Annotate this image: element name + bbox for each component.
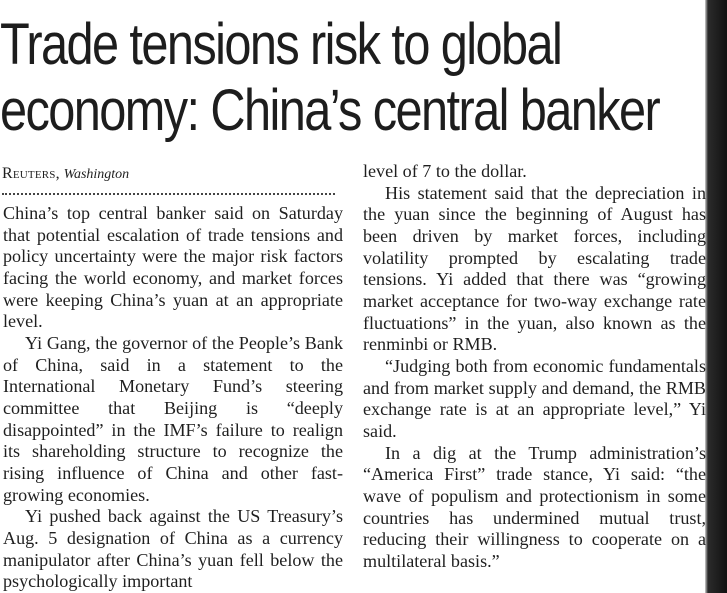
paragraph-5: “Judging both from economic fundamentals and from market supply and demand, the RMB exchange rate is at an appropriate level,” Yi said. — [363, 355, 706, 441]
paragraph-2: Yi Gang, the governor of the People’s Bank of China, said in a statement to the International Monetary Fund’s steering committee that Beijing is “deeply disappointed” in the IMF’s failure to realign its shareholding structure to recognize the rising influence of China and other fast-growing economies. — [3, 332, 343, 505]
byline-agency: Reuters, — [2, 165, 60, 182]
paragraph-3-continued: level of 7 to the dollar. — [363, 161, 527, 181]
article-column-left — [3, 203, 343, 593]
paragraph-1: China’s top central banker said on Saturday that potential escalation of trade tensions and policy uncertainty were the major risk factors facing the world economy, and market forces were keeping China’s yuan at an appropriate level. — [3, 203, 343, 332]
paragraph-4: His statement said that the depreciation in the yuan since the beginning of August has been driven by market forces, including volatility prompted by escalating trade tensions. Yi added that there was “growing market acceptance for two-way exchange rate fluctuations” in the yuan, also known as the renminbi or RMB. — [363, 182, 706, 355]
article-column-right — [363, 161, 706, 572]
paragraph-6: In a dig at the Trump administration’s “America First” trade stance, Yi said: “the wave of populism and protectionism in some countries has undermined mutual trust, reducing their willingness to cooperate on a multilateral basis.” — [363, 442, 706, 571]
headline-line-2: economy: China’s central banker — [0, 78, 660, 143]
scan-edge-shadow — [705, 0, 727, 593]
headline — [0, 12, 660, 144]
dotted-divider — [2, 193, 335, 195]
byline — [2, 165, 129, 184]
paragraph-3: Yi pushed back against the US Treasury’s Aug. 5 designation of China as a currency manipulator after China’s yuan fell below the psychologically important — [3, 506, 343, 592]
headline-line-1: Trade tensions risk to global — [0, 12, 562, 77]
byline-location: Washington — [63, 167, 130, 182]
